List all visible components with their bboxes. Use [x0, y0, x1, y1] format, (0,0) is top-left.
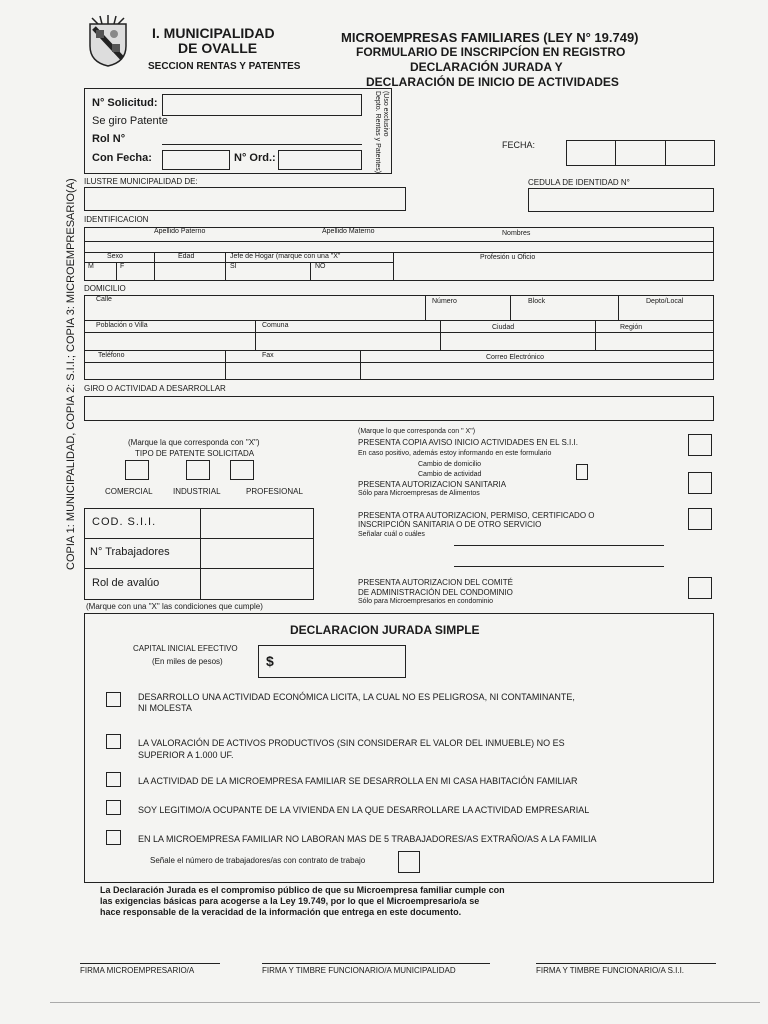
date-label: FECHA: [502, 140, 536, 150]
item1-text-b: NI MOLESTA [138, 703, 192, 713]
comite-sub: Sólo para Microempresarios en condominio [358, 598, 494, 605]
form-title-4: DECLARACIÓN DE INICIO DE ACTIVIDADES [366, 75, 619, 89]
sanitaria-checkbox[interactable] [688, 472, 712, 494]
item2-text-b: SUPERIOR A 1.000 UF. [138, 750, 234, 760]
rol-line [162, 144, 362, 145]
orden-label: N° Ord.: [234, 152, 276, 164]
comite-label-2: DE ADMINISTRACIÓN DEL CONDOMINIO [358, 588, 513, 597]
apellido-paterno-label: Apellido Paterno [154, 228, 206, 235]
otra-sub: Señalar cuál o cuáles [358, 531, 425, 538]
domicilio-title: DOMICILIO [84, 284, 126, 293]
bottom-rule [50, 1002, 760, 1003]
tipo-patente-instruction: (Marque la que corresponda con "X") [128, 438, 260, 447]
date-month-input[interactable] [615, 140, 666, 166]
aviso-checkbox[interactable] [688, 434, 712, 456]
sexo-f-label: F [120, 263, 125, 270]
comite-checkbox[interactable] [688, 577, 712, 599]
exclusive-use-note: (Uso exclusivo Depto. Rentas y Patentes) [374, 90, 390, 174]
date-year-input[interactable] [665, 140, 715, 166]
edad-label: Edad [178, 253, 195, 260]
form-title-1: MICROEMPRESAS FAMILIARES (LEY N° 19.749) [341, 30, 639, 45]
sexo-m-label: M [88, 263, 94, 270]
nombres-label: Nombres [502, 230, 531, 237]
capital-input[interactable] [258, 645, 406, 678]
item3-text: LA ACTIVIDAD DE LA MICROEMPRESA FAMILIAR SE DESARROLLA EN MI CASA HABITACIÓN FAMILIAR [138, 776, 578, 786]
cambio-actividad-label: Cambio de actividad [418, 471, 482, 478]
item4-text: SOY LEGITIMO/A OCUPANTE DE LA VIVIENDA EN LA QUE DESARROLLARE LA ACTIVIDAD EMPRESARIAL [138, 805, 590, 815]
footer-line-1: La Declaración Jurada es el compromiso público de que su Microempresa familiar cumple con [100, 885, 505, 895]
orden-input[interactable] [278, 150, 362, 170]
solicitud-input[interactable] [162, 94, 362, 116]
item3-checkbox[interactable] [106, 772, 121, 787]
giro-actividad-label: GIRO O ACTIVIDAD A DESARROLLAR [84, 384, 226, 393]
giro-actividad-input[interactable] [84, 396, 714, 421]
item1-checkbox[interactable] [106, 692, 121, 707]
item1-text-a: DESARROLLO UNA ACTIVIDAD ECONÓMICA LICITA, LA CUAL NO ES PELIGROSA, NI CONTAMINANTE, [138, 692, 575, 702]
date-day-input[interactable] [566, 140, 616, 166]
con-fecha-input[interactable] [162, 150, 230, 170]
otra-line-2 [454, 566, 664, 567]
sanitaria-label: PRESENTA AUTORIZACION SANITARIA [358, 480, 507, 489]
domicilio-table [84, 295, 714, 380]
sig-micro-line [80, 963, 220, 964]
item4-checkbox[interactable] [106, 800, 121, 815]
region-label: Región [620, 324, 643, 331]
depto-label: Depto/Local [646, 298, 684, 305]
identificacion-title: IDENTIFICACION [84, 215, 149, 224]
cambio-checkbox[interactable] [576, 464, 588, 480]
telefono-label: Teléfono [98, 352, 125, 359]
poblacion-label: Población o Villa [96, 322, 148, 329]
block-label: Block [528, 298, 546, 305]
tipo-patente-title: TIPO DE PATENTE SOLICITADA [135, 449, 255, 458]
sig-sii-label: FIRMA Y TIMBRE FUNCIONARIO/A S.I.I. [536, 966, 685, 975]
apellido-materno-label: Apellido Materno [322, 228, 375, 235]
industrial-label: INDUSTRIAL [173, 487, 221, 496]
otra-checkbox[interactable] [688, 508, 712, 530]
profesional-label: PROFESIONAL [246, 487, 303, 496]
calle-label: Calle [96, 296, 112, 303]
copies-vertical-note: COPIA 1: MUNICIPALIDAD, COPIA 2: S.I.I.; COPIA 3: MICROEMPRESARIO(A) [65, 178, 77, 570]
form-title-2: FORMULARIO DE INSCRIPCÍON EN REGISTRO [356, 45, 626, 59]
footer-line-3: hace responsable de la veracidad de la información que entrega en este documento. [100, 907, 462, 917]
cambio-domicilio-label: Cambio de domicilio [418, 461, 482, 468]
sig-muni-line [262, 963, 490, 964]
otra-label-2: INSCRIPCIÓN SANITARIA O DE OTRO SERVICIO [358, 520, 542, 529]
trabajadores-label: N° Trabajadores [90, 546, 170, 558]
correo-label: Correo Electrónico [486, 354, 544, 361]
comite-label-1: PRESENTA AUTORIZACION DEL COMITÉ [358, 578, 513, 587]
comuna-label: Comuna [262, 322, 289, 329]
ilustre-input[interactable] [84, 187, 406, 211]
aviso-sub: En caso positivo, además estoy informando en este formulario [358, 450, 552, 457]
item5-sub: Señale el número de trabajadores/as con contrato de trabajo [150, 856, 366, 865]
declaracion-title: DECLARACION JURADA SIMPLE [290, 623, 480, 637]
fax-label: Fax [262, 352, 274, 359]
jefe-si-label: SI [230, 263, 237, 270]
sig-muni-label: FIRMA Y TIMBRE FUNCIONARIO/A MUNICIPALIDAD [262, 966, 456, 975]
industrial-checkbox[interactable] [186, 460, 210, 480]
aviso-label: PRESENTA COPIA AVISO INICIO ACTIVIDADES EN EL S.I.I. [358, 438, 578, 447]
otra-label-1: PRESENTA OTRA AUTORIZACION, PERMISO, CERTIFICADO O [358, 511, 595, 520]
item5-text: EN LA MICROEMPRESA FAMILIAR NO LABORAN MAS DE 5 TRABAJADORES/AS EXTRAÑO/AS A LA FAMILIA [138, 834, 597, 844]
capital-label: CAPITAL INICIAL EFECTIVO [133, 644, 238, 653]
rol-label: Rol N° [92, 133, 126, 145]
section-name: SECCION RENTAS Y PATENTES [148, 61, 301, 72]
profesional-checkbox[interactable] [230, 460, 254, 480]
workers-count-input[interactable] [398, 851, 420, 873]
jefe-no-label: NO [315, 263, 326, 270]
capital-sub: (En miles de pesos) [152, 657, 223, 666]
sexo-label: Sexo [107, 253, 123, 260]
municipal-crest [86, 14, 130, 68]
con-fecha-label: Con Fecha: [92, 152, 152, 164]
municipality-name-line2: DE OVALLE [178, 40, 258, 56]
cod-sii-label: COD. S.I.I. [92, 516, 157, 528]
item2-text-a: LA VALORACIÓN DE ACTIVOS PRODUCTIVOS (SIN CONSIDERAR EL VALOR DEL INMUEBLE) NO ES [138, 738, 565, 748]
ilustre-label: ILUSTRE MUNICIPALIDAD DE: [84, 177, 198, 186]
otra-line-1 [454, 545, 664, 546]
profesion-label: Profesión u Oficio [480, 254, 536, 261]
right-instruction: (Marque lo que corresponda con " X") [358, 428, 476, 435]
jefe-hogar-label: Jefe de Hogar (marque con una "X" [230, 253, 341, 260]
footer-line-2: las exigencias básicas para acogerse a la Ley 19.749, por lo que el Microempresario/a se [100, 896, 480, 906]
solicitud-label: N° Solicitud: [92, 97, 158, 109]
cedula-input[interactable] [528, 188, 714, 212]
comercial-checkbox[interactable] [125, 460, 149, 480]
rol-avaluo-label: Rol de avalúo [92, 577, 160, 589]
sig-micro-label: FIRMA MICROEMPRESARIO/A [80, 966, 195, 975]
sig-sii-line [536, 963, 716, 964]
ciudad-label: Ciudad [492, 324, 515, 331]
item5-checkbox[interactable] [106, 830, 121, 845]
giro-patente-label: Se giro Patente [92, 115, 168, 127]
item2-checkbox[interactable] [106, 734, 121, 749]
municipality-name-line1: I. MUNICIPALIDAD [152, 25, 275, 41]
numero-label: Número [432, 298, 457, 305]
form-title-3: DECLARACIÓN JURADA Y [410, 60, 563, 74]
conditions-note: (Marque con una "X" las condiciones que cumple) [86, 602, 263, 611]
comercial-label: COMERCIAL [105, 487, 153, 496]
sanitaria-sub: Sólo para Microempresas de Alimentos [358, 490, 480, 497]
cedula-label: CEDULA DE IDENTIDAD N° [528, 178, 630, 187]
currency-symbol: $ [266, 653, 274, 669]
